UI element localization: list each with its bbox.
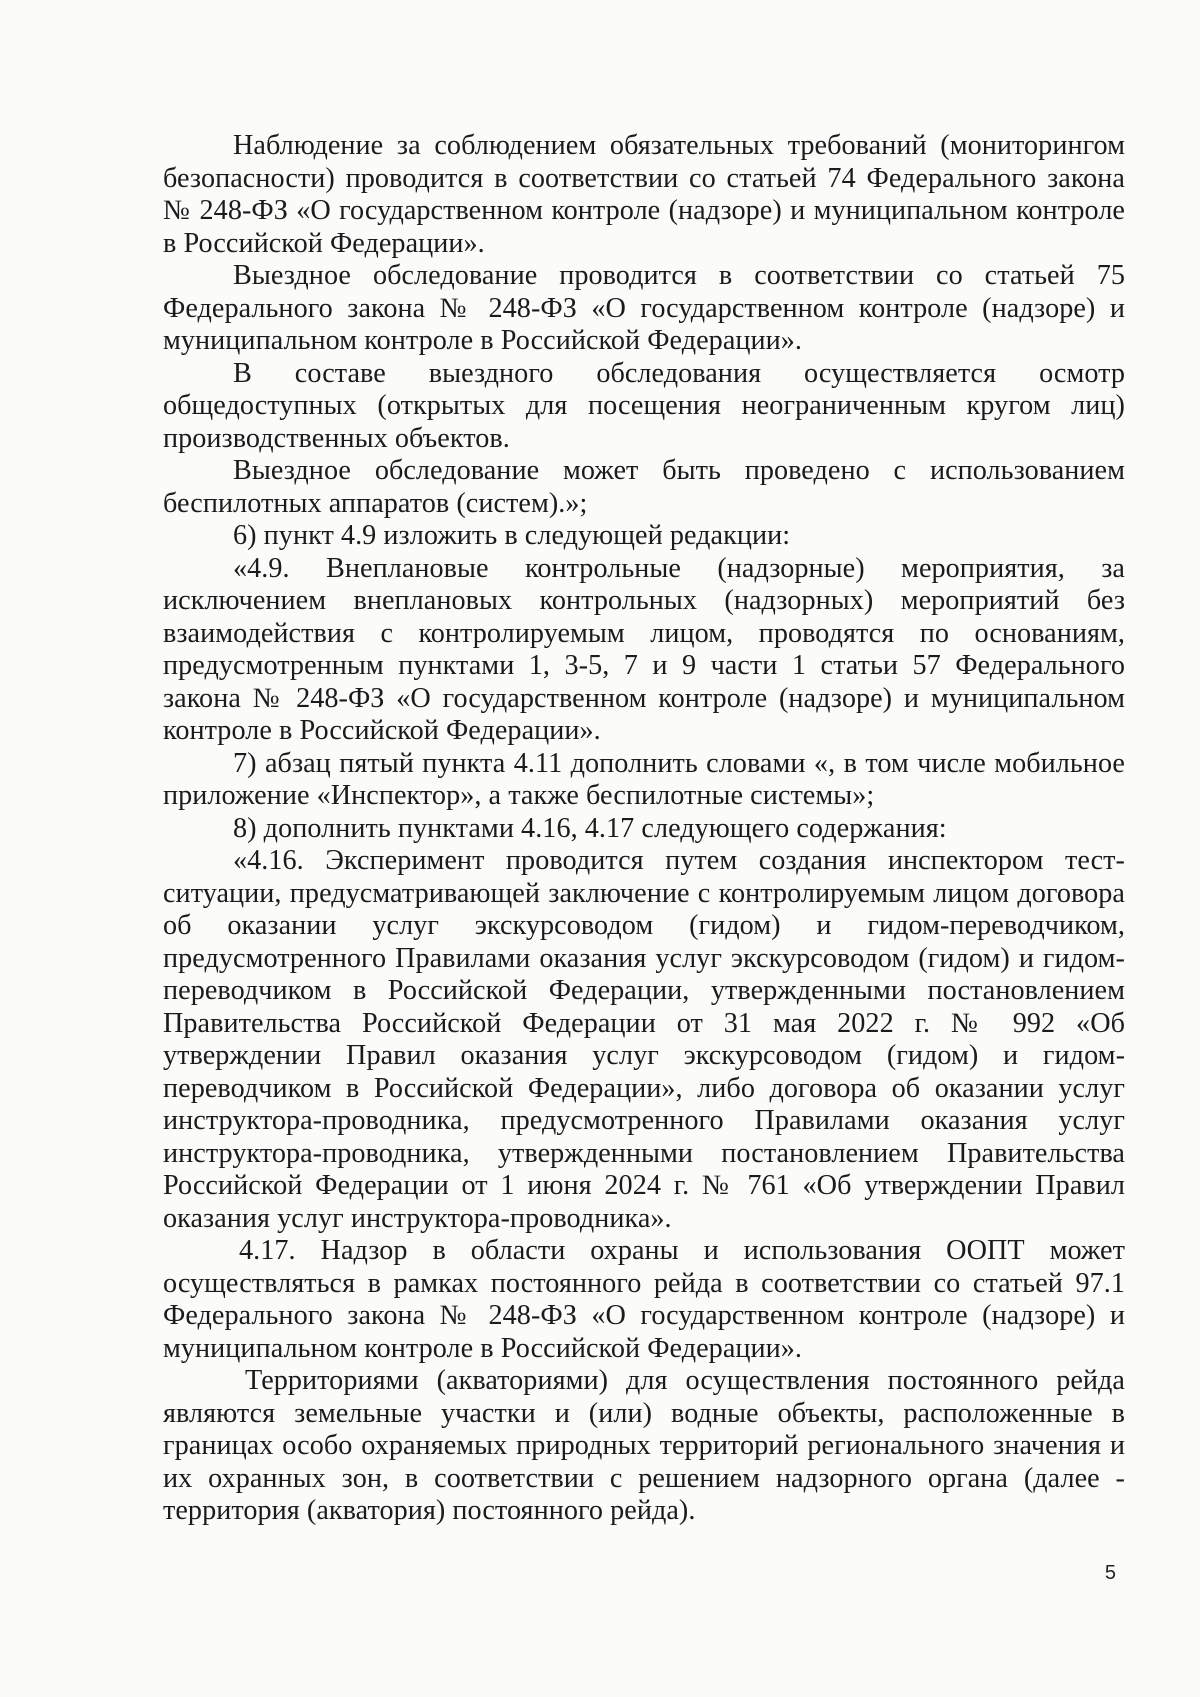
paragraph-clause-4-17: 4.17. Надзор в области охраны и использования ООПТ может осуществляться в рамках постоянного рейда в соответствии со статьей 97.1 Федерального закона № 248-ФЗ «О государственном контроле (надзоре) и муниципальном контроле в Российской Федерации». [163,1235,1125,1364]
paragraph-clause-4-16: «4.16. Эксперимент проводится путем создания инспектором тест-ситуации, предусматривающей заключение с контролируемым лицом договора об оказании услуг экскурсоводом (гидом) и гидом-переводчиком, предусмотренного Правилами оказания услуг экскурсоводом (гидом) и гидом-переводчиком в Российской Федерации, утвержденными постановлением Правительства Российской Федерации от 31 мая 2022 г. № 992 «Об утверждении Правил оказания услуг экскурсоводом (гидом) и гидом-переводчиком в Российской Федерации», либо договора об оказании услуг инструктора-проводника, предусмотренного Правилами оказания услуг инструктора-проводника, утвержденными постановлением Правительства Российской Федерации от 1 июня 2024 г. № 761 «Об утверждении Правил оказания услуг инструктора-проводника». [163,845,1125,1234]
paragraph-field-inspection: Выездное обследование проводится в соответствии со статьей 75 Федерального закона № 248-ФЗ «О государственном контроле (надзоре) и муниципальном контроле в Российской Федерации». [163,260,1125,356]
paragraph-drones: Выездное обследование может быть проведено с использованием беспилотных аппаратов (систем).»; [163,455,1125,519]
page-number: 5 [1104,1562,1116,1584]
paragraph-inspection-composition: В составе выездного обследования осуществляется осмотр общедоступных (открытых для посещения неограниченным кругом лиц) производственных объектов. [163,357,1125,454]
paragraph-item-6: 6) пункт 4.9 изложить в следующей редакции: [233,520,791,551]
paragraph-territories: Территориями (акваториями) для осуществления постоянного рейда являются земельные участки и (или) водные объекты, расположенные в границах особо охраняемых природных территорий регионального значения и их охранных зон, в соответствии с решением надзорного органа (далее - территория (акватория) постоянного рейда). [163,1365,1125,1526]
paragraph-clause-4-9: «4.9. Внеплановые контрольные (надзорные) мероприятия, за исключением внеплановых контрольных (надзорных) мероприятий без взаимодействия с контролируемым лицом, проводятся по основаниям, предусмотренным пунктами 1, 3-5, 7 и 9 части 1 статьи 57 Федерального закона № 248-ФЗ «О государственном контроле (надзоре) и муниципальном контроле в Российской Федерации». [163,552,1125,746]
document-body [163,130,1125,1528]
paragraph-monitoring: Наблюдение за соблюдением обязательных требований (мониторингом безопасности) проводится в соответствии со статьей 74 Федерального закона № 248-ФЗ «О государственном контроле (надзоре) и муниципальном контроле в Российской Федерации». [163,130,1125,259]
paragraph-item-7: 7) абзац пятый пункта 4.11 дополнить словами «, в том числе мобильное приложение «Инспектор», а также беспилотные системы»; [163,747,1125,811]
paragraph-item-8: 8) дополнить пунктами 4.16, 4.17 следующего содержания: [233,812,947,844]
